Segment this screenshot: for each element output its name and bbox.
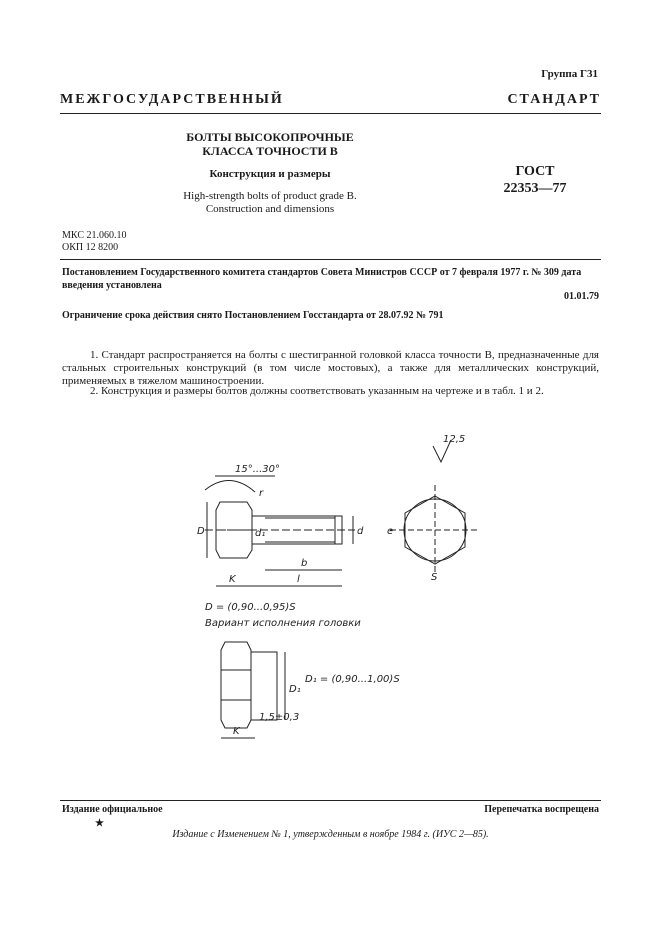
d1-label: d₁ xyxy=(255,528,266,539)
paragraph-2: 2. Конструкция и размеры болтов должны соответствовать указанным на чертеже и в табл. 1 и 2. xyxy=(90,385,544,397)
footer-note: Издание с Изменением № 1, утвержденным в ноябре 1984 г. (ИУС 2—85). xyxy=(172,829,489,840)
D-label: D xyxy=(197,526,205,537)
okp-code: ОКП 12 8200 xyxy=(62,242,119,253)
english-title-1: High-strength bolts of product grade B. xyxy=(183,190,357,202)
english-title-2: Construction and dimensions xyxy=(205,203,335,215)
footer-star: ★ xyxy=(95,818,104,829)
footer-rule xyxy=(60,800,601,801)
bolt-drawing xyxy=(185,430,466,750)
d-label: d xyxy=(357,526,364,537)
b-label: b xyxy=(301,558,308,569)
variant-caption: Вариант исполнения головки xyxy=(205,618,361,629)
mks-code: МКС 21.060.10 xyxy=(62,230,127,241)
K-label: K xyxy=(229,574,236,585)
chamfer-angle-arc xyxy=(205,480,255,492)
footer-reprint: Перепечатка воспрещена xyxy=(484,804,599,815)
radius-label: r xyxy=(259,488,264,499)
variant-head xyxy=(221,642,251,728)
l-label: l xyxy=(297,574,300,585)
section-rule xyxy=(60,259,601,260)
variant-washer xyxy=(251,652,277,720)
thickness-label: 1,5±0,3 xyxy=(259,712,300,723)
group-code: Группа Г31 xyxy=(541,68,598,80)
paragraph-1: 1. Стандарт распространяется на болты с шестигранной головкой класса точности В, предназначенные для стальных строительных конструкций (в том числе мостовых), а также для металлических конструкций, применяемых в тяжелом машиностроении. xyxy=(62,349,599,387)
footer-official: Издание официальное xyxy=(62,804,163,815)
title-line-2: КЛАССА ТОЧНОСТИ В xyxy=(202,144,338,158)
K2-label: K xyxy=(233,726,240,737)
D1-label: D₁ xyxy=(289,684,301,695)
formula-D: D = (0,90...0,95)S xyxy=(205,602,296,613)
gost-number: 22353—77 xyxy=(503,181,567,196)
limitation-text: Ограничение срока действия снято Постановлением Госстандарта от 28.07.92 № 791 xyxy=(62,310,444,321)
effective-date: 01.01.79 xyxy=(564,291,599,302)
roughness-label: 12,5 xyxy=(443,434,466,445)
formula-D1: D₁ = (0,90...1,00)S xyxy=(305,674,400,685)
e-label: e xyxy=(387,526,394,537)
gost-label: ГОСТ xyxy=(515,164,555,179)
S-label: S xyxy=(431,572,438,583)
title-line-1: БОЛТЫ ВЫСОКОПРОЧНЫЕ xyxy=(186,130,354,144)
standard-banner: МЕЖГОСУДАРСТВЕННЫЙ СТАНДАРТ xyxy=(60,92,601,107)
angle-label: 15°...30° xyxy=(235,464,280,475)
subtitle: Конструкция и размеры xyxy=(209,168,331,180)
decree-text: Постановлением Государственного комитета стандартов Совета Министров СССР от 7 февраля 1977 г. № 309 дата введения установлена xyxy=(62,267,582,291)
banner-rule xyxy=(60,113,601,114)
